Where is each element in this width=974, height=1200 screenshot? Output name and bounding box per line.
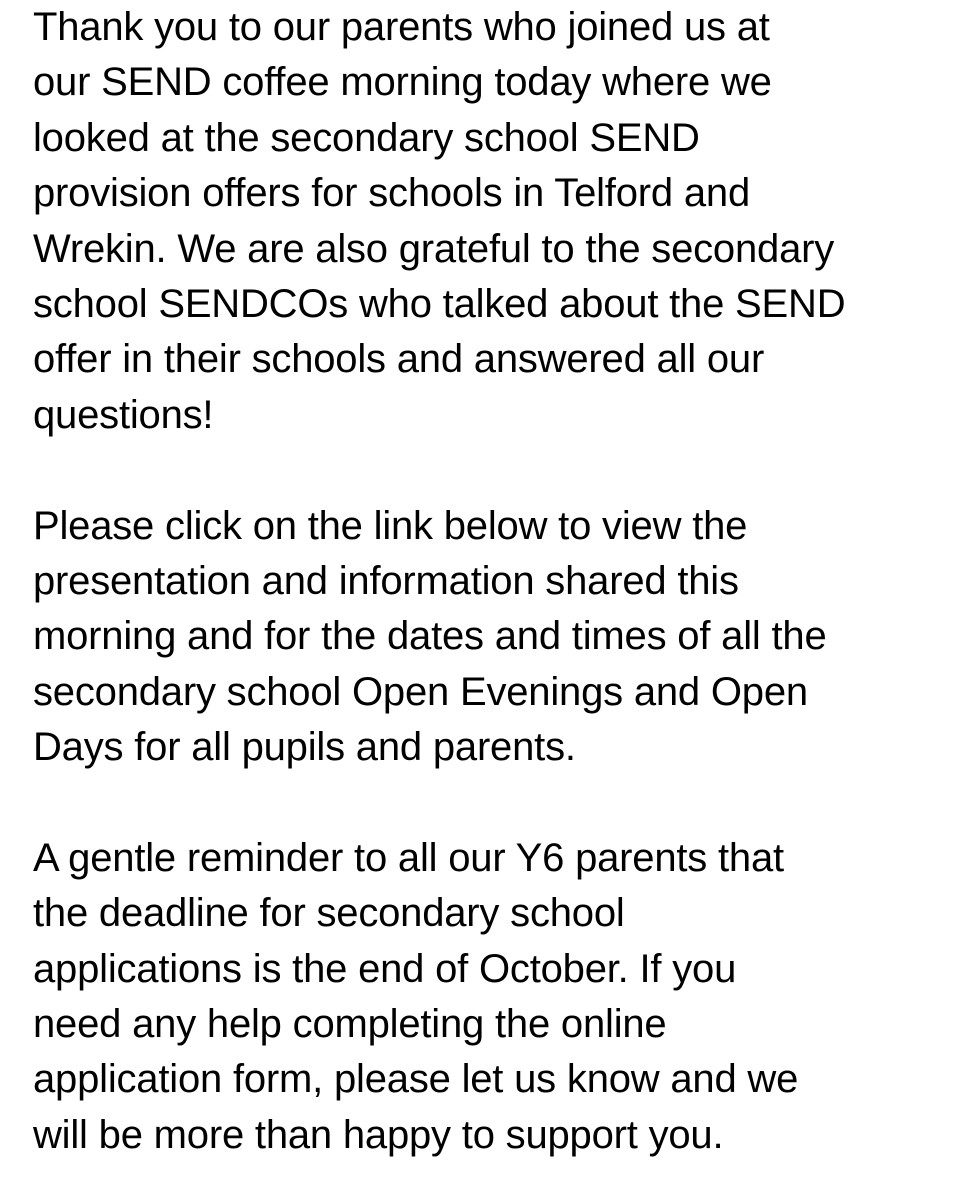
paragraph-reminder — [33, 831, 963, 1163]
text-line: school SENDCOs who talked about the SEND — [33, 281, 846, 326]
text-line: Thank you to our parents who joined us at — [33, 5, 770, 49]
paragraph-spacer — [33, 443, 963, 498]
text-line: Wrekin. We are also grateful to the secondary — [33, 226, 835, 271]
text-line: presentation and information shared this — [33, 558, 739, 603]
paragraph-thank-you — [33, 0, 963, 443]
text-line: our SEND coffee morning today where we — [33, 60, 772, 105]
text-line: Please click on the link below to view the — [33, 503, 748, 548]
post-text — [33, 0, 963, 1163]
paragraph-presentation-link — [33, 499, 963, 776]
text-line: need any help completing the online — [33, 1002, 667, 1047]
text-line: Days for all pupils and parents. — [33, 725, 576, 770]
text-line: morning and for the dates and times of all the — [33, 614, 827, 659]
text-line: looked at the secondary school SEND — [33, 115, 700, 160]
text-line: applications is the end of October. If you — [33, 946, 737, 991]
text-line: will be more than happy to support you. — [33, 1112, 724, 1157]
text-line: provision offers for schools in Telford and — [33, 171, 750, 216]
text-line: application form, please let us know and we — [33, 1057, 799, 1102]
text-line: secondary school Open Evenings and Open — [33, 669, 808, 714]
text-line: A gentle reminder to all our Y6 parents that — [33, 835, 784, 880]
text-line: questions! — [33, 392, 214, 437]
paragraph-spacer — [33, 775, 963, 830]
text-line: offer in their schools and answered all our — [33, 337, 765, 382]
text-line: the deadline for secondary school — [33, 891, 625, 936]
